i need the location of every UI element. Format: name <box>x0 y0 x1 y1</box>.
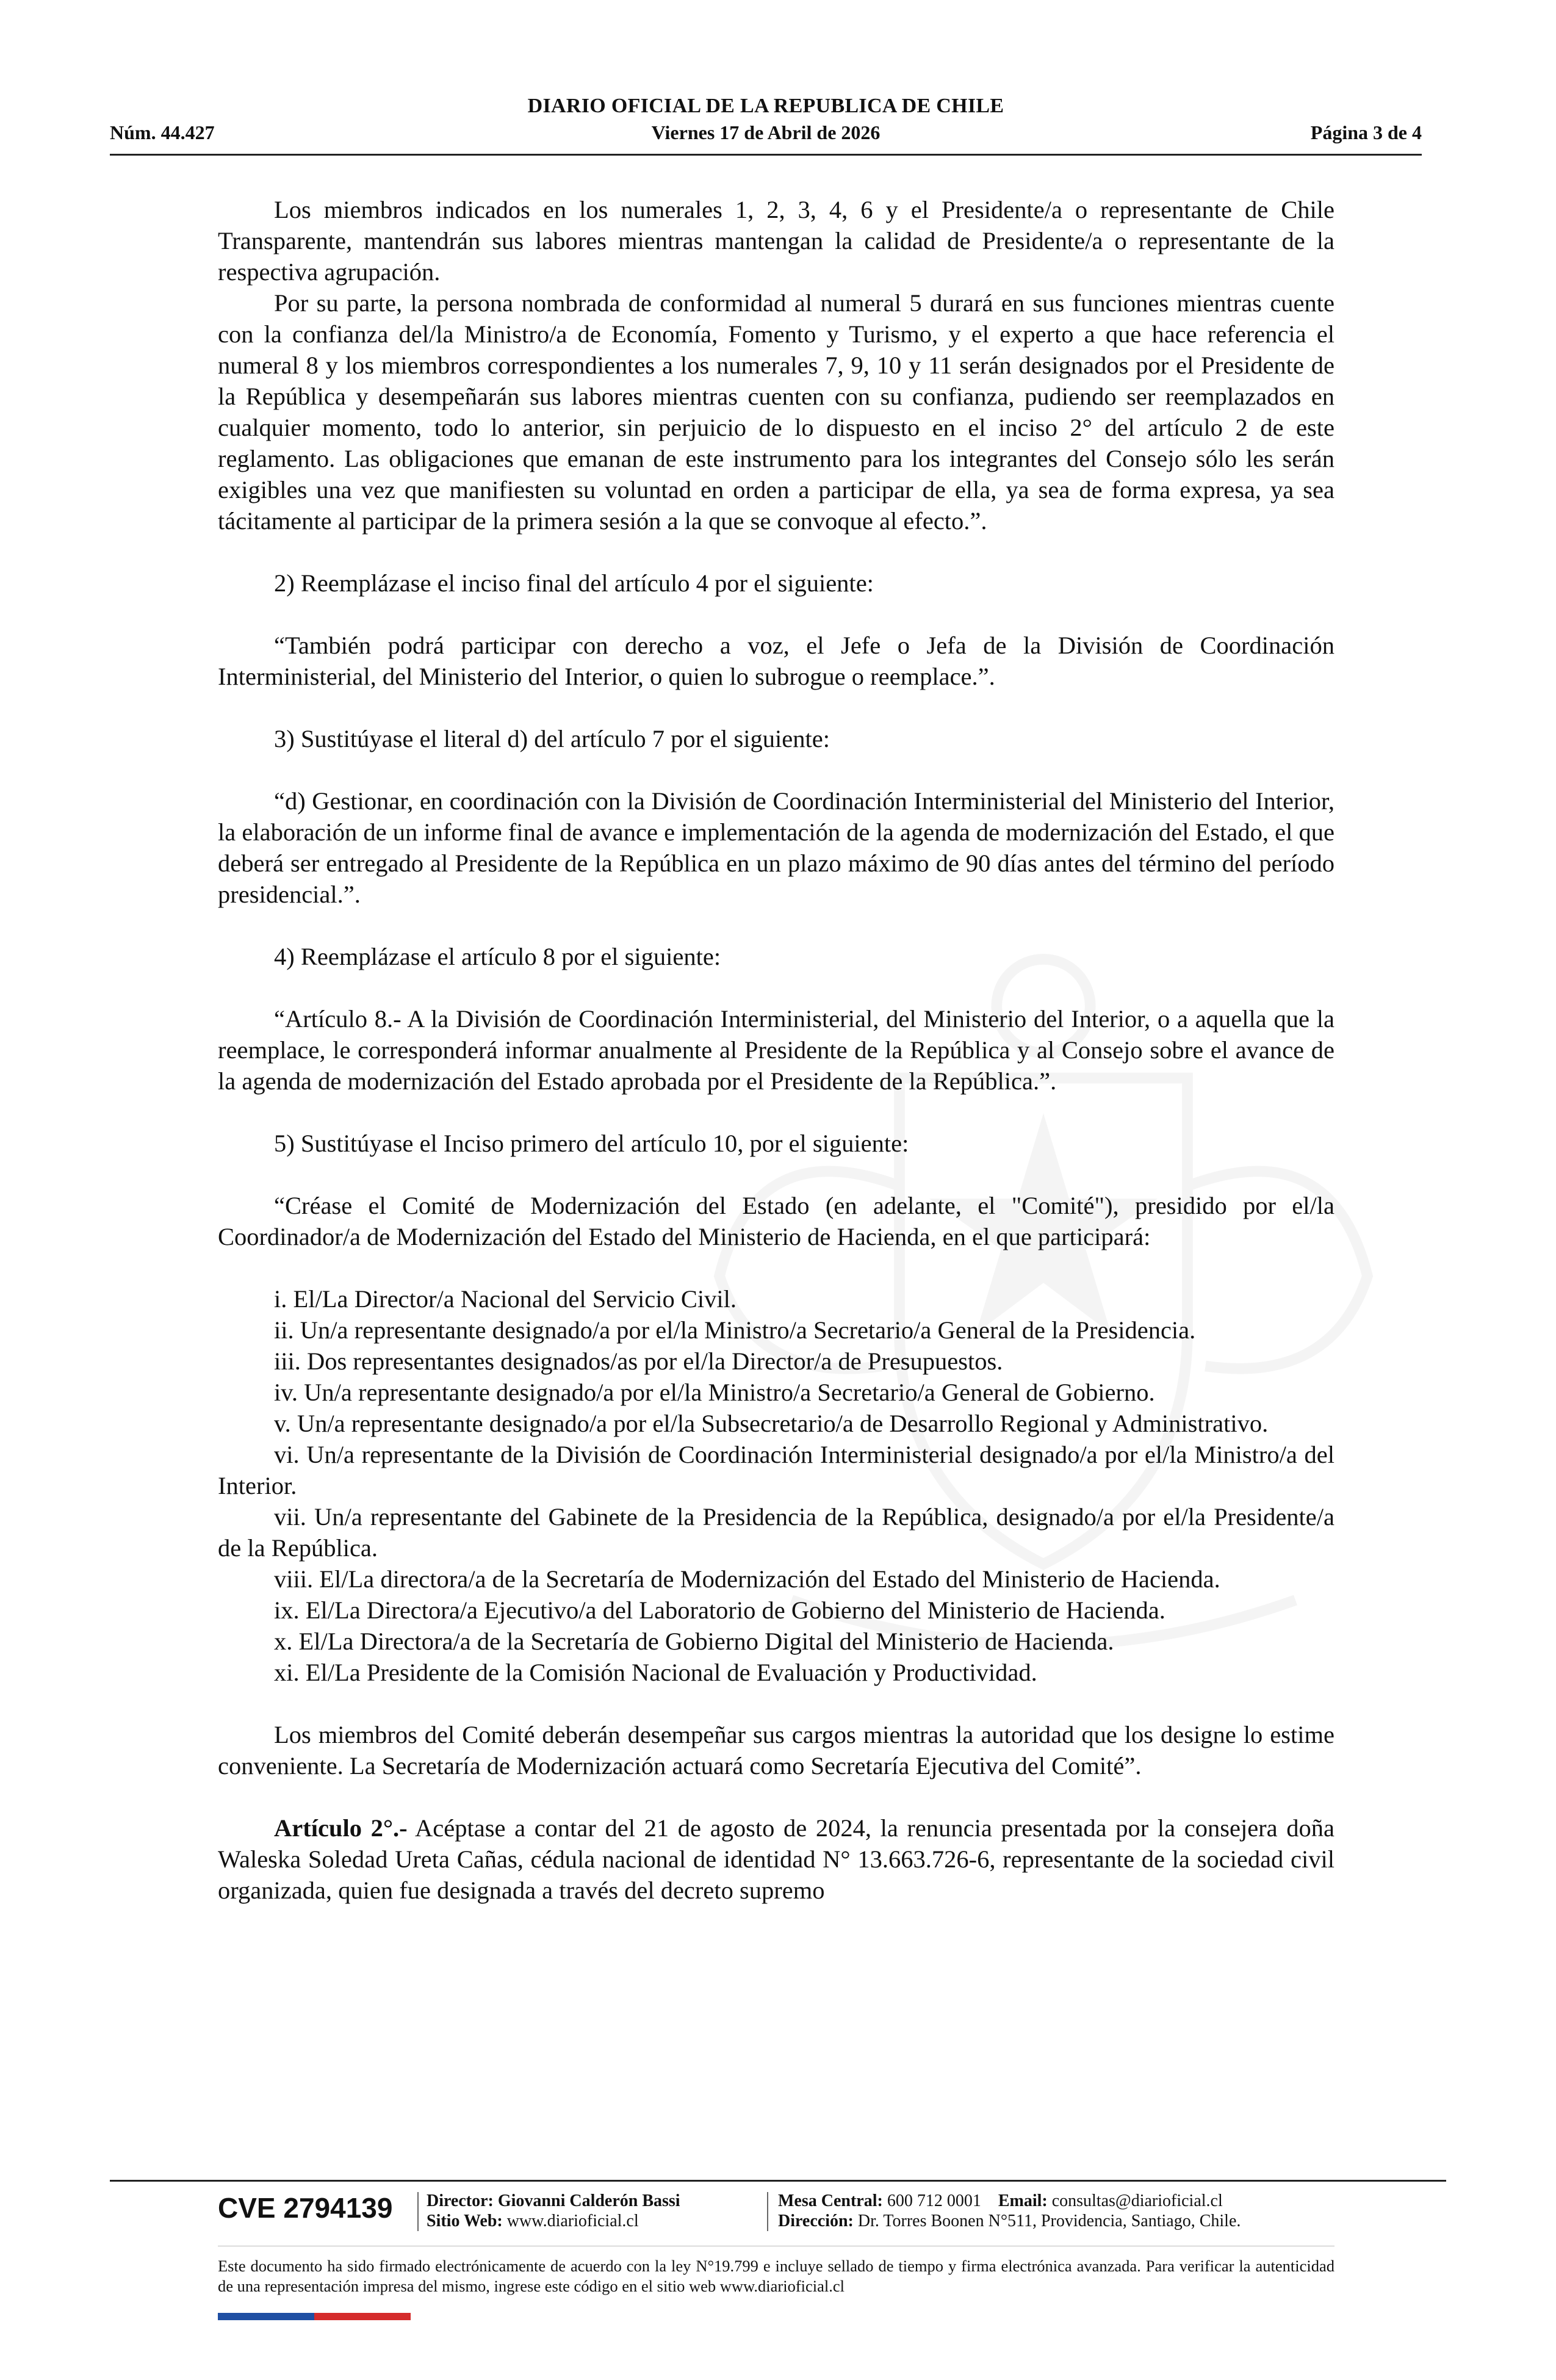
address-label: Dirección: <box>778 2212 854 2230</box>
legal-notice: Este documento ha sido firmado electrónicamente de acuerdo con la ley N°19.799 e incluye sellado de tiempo y firma electrónica avanzada. Para verificar la autenticidad de una representación impresa del mismo, ingrese este código en el sitio web www.diarioficial.cl <box>218 2257 1334 2295</box>
list-item: ii. Un/a representante designado/a por el/la Ministro/a Secretario/a General de la Presidencia. <box>274 1316 1196 1344</box>
gazette-title: DIARIO OFICIAL DE LA REPUBLICA DE CHILE <box>527 95 1004 117</box>
article-2-paragraph <box>218 1812 1334 1906</box>
quoted-paragraph: “También podrá participar con derecho a voz, el Jefe o Jefa de la División de Coordinación Interministerial, del Ministerio del Interior, o quien lo subrogue o reemplace.”. <box>218 632 1334 690</box>
article-text: Acéptase a contar del 21 de agosto de 2024, la renuncia presentada por la consejera doña Waleska Soledad Ureta Cañas, cédula nacional de identidad N° 13.663.726-6, representante de la sociedad civil organizada, quien fue designada a través del decreto supremo <box>218 1814 1334 1904</box>
phone-number: 600 712 0001 <box>887 2191 981 2210</box>
website-label: Sitio Web: <box>427 2212 503 2230</box>
chile-flag-stripe <box>218 2313 411 2320</box>
quoted-paragraph: “Artículo 8.- A la División de Coordinación Interministerial, del Ministerio del Interior, o a aquella que la reemplace, le corresponderá informar anualmente al Presidente de la República y al Consejo sobre el avance de la agenda de modernización del Estado aprobada por el Presidente de la República.”. <box>218 1005 1334 1095</box>
footer-director-block <box>427 2191 680 2231</box>
list-item: vii. Un/a representante del Gabinete de la Presidencia de la República, designado/a por el/la Presidente/a de la República. <box>218 1503 1334 1562</box>
issue-number: Núm. 44.427 <box>110 121 215 143</box>
issue-date: Viernes 17 de Abril de 2026 <box>651 121 881 143</box>
director-name: Giovanni Calderón Bassi <box>497 2191 680 2210</box>
address-text: Dr. Torres Boonen N°511, Providencia, Santiago, Chile. <box>857 2212 1241 2230</box>
committee-members-list <box>218 1283 1334 1688</box>
document-body <box>218 194 1334 1906</box>
list-item: xi. El/La Presidente de la Comisión Nacional de Evaluación y Productividad. <box>274 1659 1037 1686</box>
director-label: Director: <box>427 2191 494 2210</box>
footer-contact-block <box>778 2191 1241 2231</box>
amendment-heading: 2) Reemplázase el inciso final del artículo 4 por el siguiente: <box>274 569 874 597</box>
header-divider <box>110 154 1422 156</box>
flag-red-segment <box>314 2313 411 2320</box>
quoted-paragraph: “Créase el Comité de Modernización del Estado (en adelante, el "Comité"), presidido por el/la Coordinador/a de Modernización del Estado del Ministerio de Hacienda, en el que participará: <box>218 1192 1334 1250</box>
page-header <box>110 95 1422 156</box>
email-link[interactable]: consultas@diarioficial.cl <box>1051 2191 1223 2210</box>
footer-separator <box>767 2192 768 2231</box>
paragraph: Por su parte, la persona nombrada de conformidad al numeral 5 durará en sus funciones mientras cuente con la confianza del/la Ministro/a de Economía, Fomento y Turismo, y el experto a que hace referencia el numeral 8 y los miembros correspondientes a los numerales 7, 9, 10 y 11 serán designados por el Presidente de la República y desempeñarán sus labores mientras cuenten con su confianza, pudiendo ser reemplazados en cualquier momento, todo lo anterior, sin perjuicio de lo dispuesto en el inciso 2° del artículo 2 de este reglamento. Las obligaciones que emanan de este instrumento para los integrantes del Consejo sólo les serán exigibles una vez que manifiesten su voluntad en orden a participar de ella, ya sea de forma expresa, ya sea tácitamente al participar de la primera sesión a la que se convoque al efecto.”. <box>218 289 1334 535</box>
footer-separator <box>417 2192 419 2231</box>
paragraph: Los miembros del Comité deberán desempeñar sus cargos mientras la autoridad que los designe lo estime conveniente. La Secretaría de Modernización actuará como Secretaría Ejecutiva del Comité”. <box>218 1721 1334 1780</box>
list-item: ix. El/La Directora/a Ejecutivo/a del Laboratorio de Gobierno del Ministerio de Hacienda. <box>274 1596 1165 1624</box>
list-item: x. El/La Directora/a de la Secretaría de Gobierno Digital del Ministerio de Hacienda. <box>274 1628 1114 1655</box>
email-label: Email: <box>998 2191 1048 2210</box>
amendment-heading: 4) Reemplázase el artículo 8 por el siguiente: <box>274 943 721 970</box>
list-item: vi. Un/a representante de la División de Coordinación Interministerial designado/a por el/la Ministro/a del Interior. <box>218 1441 1334 1499</box>
list-item: iv. Un/a representante designado/a por el/la Ministro/a Secretario/a General de Gobierno. <box>274 1379 1155 1406</box>
website-link[interactable]: www.diarioficial.cl <box>506 2212 639 2230</box>
list-item: i. El/La Director/a Nacional del Servicio Civil. <box>274 1285 737 1313</box>
article-label: Artículo 2°.- <box>274 1814 408 1842</box>
phone-label: Mesa Central: <box>778 2191 883 2210</box>
paragraph: Los miembros indicados en los numerales 1, 2, 3, 4, 6 y el Presidente/a o representante de Chile Transparente, mantendrán sus labores mientras mantengan la calidad de Presidente/a o representante de la respectiva agrupación. <box>218 196 1334 286</box>
flag-blue-segment <box>218 2313 314 2320</box>
amendment-heading: 5) Sustitúyase el Inciso primero del artículo 10, por el siguiente: <box>274 1130 909 1157</box>
list-item: viii. El/La directora/a de la Secretaría de Modernización del Estado del Ministerio de Hacienda. <box>274 1565 1220 1593</box>
page-number: Página 3 de 4 <box>1310 121 1422 143</box>
cve-code: CVE 2794139 <box>218 2192 393 2224</box>
quoted-paragraph: “d) Gestionar, en coordinación con la División de Coordinación Interministerial del Ministerio del Interior, la elaboración de un informe final de avance e implementación de la agenda de modernización del Estado, el que deberá ser entregado al Presidente de la República en un plazo máximo de 90 días antes del término del período presidencial.”. <box>218 787 1334 908</box>
footer-divider <box>110 2180 1446 2182</box>
list-item: v. Un/a representante designado/a por el/la Subsecretario/a de Desarrollo Regional y Administrativo. <box>274 1410 1269 1437</box>
list-item: iii. Dos representantes designados/as por el/la Director/a de Presupuestos. <box>274 1347 1003 1375</box>
amendment-heading: 3) Sustitúyase el literal d) del artículo 7 por el siguiente: <box>274 725 830 752</box>
